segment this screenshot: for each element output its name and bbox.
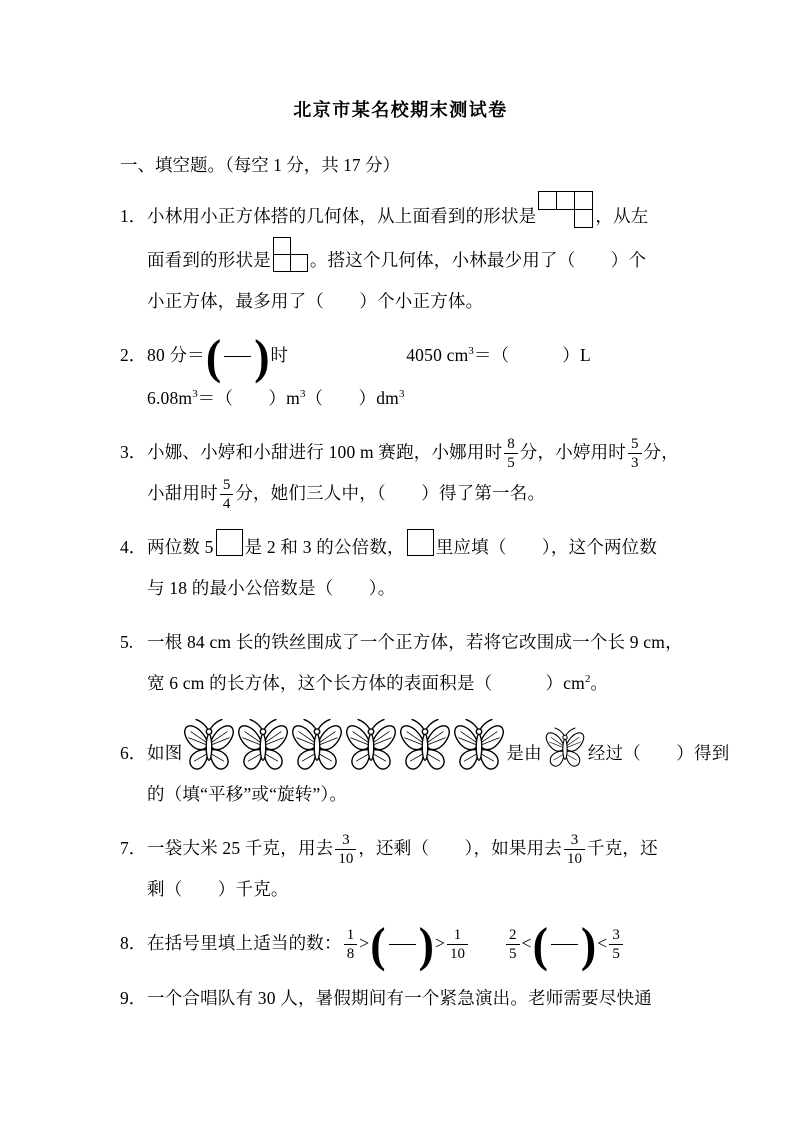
- question-2: [120, 329, 681, 419]
- question-text: 分，她们三人中，（ ）得了第一名。: [235, 482, 546, 503]
- question-text: 在括号里填上适当的数：: [147, 932, 342, 953]
- question-line: [120, 191, 681, 237]
- fraction: [564, 832, 585, 867]
- butterfly-icon: [345, 717, 397, 774]
- question-number: 7．: [120, 837, 147, 858]
- fraction-numerator: 1: [344, 927, 358, 945]
- question-text: 小甜用时: [147, 482, 218, 503]
- page-title: 北京市某名校期末测试卷: [293, 100, 508, 120]
- question-text: >: [434, 932, 446, 953]
- close-paren: ): [254, 329, 270, 384]
- question-4: [120, 527, 681, 609]
- question-text: ，从左: [595, 206, 649, 226]
- grid-cell: [574, 209, 593, 228]
- question-text: 分，小婷用时: [519, 441, 626, 462]
- fraction-numerator: 5: [220, 477, 234, 495]
- grid-cell: [556, 191, 575, 210]
- question-text: 里应填（ ），这个两位数: [435, 536, 658, 557]
- question-text: 面看到的形状是: [147, 250, 271, 270]
- grid-cell: [538, 191, 557, 210]
- question-text: 与 18 的最小公倍数是（ ）。: [147, 577, 396, 598]
- superscript: 3: [468, 345, 474, 358]
- fraction-denominator: 4: [222, 496, 231, 513]
- question-line: [120, 432, 681, 473]
- top-view-diagram: [538, 191, 593, 228]
- question-text: 小正方体，最多用了（ ）个小正方体。: [147, 291, 484, 311]
- question-line: [147, 378, 681, 419]
- left-view-diagram: [273, 237, 308, 272]
- fraction: [506, 927, 520, 962]
- section-header: 一、填空题。（每空 1 分，共 17 分）: [120, 155, 400, 175]
- close-paren: ): [418, 917, 434, 972]
- butterfly-row: [182, 743, 506, 763]
- question-line: [147, 237, 681, 281]
- butterfly-icon: [291, 717, 343, 774]
- butterfly-icon: [237, 717, 289, 774]
- question-line: [147, 281, 681, 322]
- open-paren: (: [370, 917, 386, 972]
- question-text: 千克，还: [587, 837, 658, 858]
- open-paren: (: [532, 917, 548, 972]
- fraction: [344, 927, 358, 962]
- questions-list: [120, 191, 730, 1019]
- question-text: 是由: [506, 742, 542, 763]
- question-text: 是 2 和 3 的公倍数，: [244, 536, 405, 557]
- question-7: [120, 828, 681, 910]
- fraction-blank-bar: [551, 944, 578, 945]
- question-text: 的（填“平移”或“旋转”）。: [147, 783, 348, 804]
- question-text: 一个合唱队有 30 人，暑假期间有一个紧急演出。老师需要尽快通: [147, 988, 652, 1009]
- question-line: [120, 828, 681, 869]
- fraction-numerator: 3: [564, 832, 585, 850]
- question-text: ＝（ ）L: [473, 345, 591, 365]
- fraction-numerator: 8: [504, 436, 518, 454]
- question-line: [120, 622, 683, 663]
- fraction: [504, 436, 518, 471]
- question-text: 80 分＝: [147, 345, 205, 365]
- question-text: 小林用小正方体搭的几何体，从上面看到的形状是: [147, 206, 537, 226]
- fraction-denominator: 10: [450, 946, 466, 963]
- spacer: [470, 948, 504, 949]
- fraction-denominator: 10: [338, 851, 354, 868]
- question-line: [120, 917, 681, 972]
- fraction-blank-parentheses: [205, 329, 270, 384]
- question-text: <: [521, 932, 532, 953]
- question-text: 6.08m: [147, 387, 193, 408]
- question-number: 8．: [120, 932, 147, 953]
- question-number: 9．: [120, 988, 147, 1009]
- question-text: 经过（ ）得到: [587, 742, 730, 763]
- fraction: [628, 436, 642, 471]
- fraction: [609, 927, 623, 962]
- fraction-numerator: 5: [628, 436, 642, 454]
- question-line: [120, 978, 681, 1019]
- question-line: [147, 774, 681, 815]
- question-number: 5.: [120, 631, 134, 652]
- question-text: 剩（ ）千克。: [147, 878, 289, 899]
- fraction-numerator: 2: [506, 927, 520, 945]
- question-number: 6．: [120, 742, 147, 763]
- question-9: [120, 978, 681, 1019]
- question-text: 两位数 5: [147, 536, 214, 557]
- question-text: ，还剩（ ），如果用去: [358, 837, 563, 858]
- question-line: [120, 329, 681, 384]
- grid-cell: [273, 254, 291, 272]
- close-paren: ): [580, 917, 597, 972]
- question-number: 1．: [120, 206, 147, 226]
- fill-in-box: [407, 529, 434, 556]
- question-number: 3．: [120, 441, 147, 462]
- fraction-denominator: 3: [631, 455, 639, 472]
- fraction-blank-bar: [389, 944, 416, 945]
- question-text: （ ）dm: [305, 387, 399, 408]
- question-line: [147, 663, 681, 704]
- fraction-blank-parentheses: [370, 917, 434, 972]
- question-line: [120, 527, 681, 568]
- fraction-denominator: 5: [612, 946, 620, 963]
- question-text: >: [359, 932, 370, 953]
- question-text: ＝（ ）m: [197, 387, 300, 408]
- question-text: 时: [270, 345, 289, 365]
- question-number: 2．: [120, 345, 147, 365]
- question-5: [120, 622, 681, 704]
- question-text: 分，: [643, 441, 679, 462]
- question-1: [120, 191, 681, 322]
- question-line: [147, 568, 681, 609]
- superscript: 3: [299, 387, 306, 400]
- question-text: <: [597, 932, 608, 953]
- fill-in-box: [216, 529, 243, 556]
- question-number: 4．: [120, 536, 147, 557]
- grid-cell: [273, 237, 291, 255]
- question-text: 一袋大米 25 千克，用去: [147, 837, 334, 858]
- spacer: [288, 360, 406, 361]
- question-text: 小娜、小婷和小甜进行 100 m 赛跑，小娜用时: [147, 441, 503, 462]
- butterfly-icon: [545, 726, 585, 770]
- question-6: [120, 717, 730, 815]
- superscript: 2: [584, 672, 591, 685]
- fraction-blank-bar: [224, 356, 251, 357]
- question-line: [147, 473, 681, 514]
- grid-cell: [574, 191, 593, 210]
- fraction: [220, 477, 234, 512]
- question-text: 4050 cm: [406, 345, 469, 365]
- question-text: 如图: [147, 742, 183, 763]
- fraction-denominator: 10: [567, 851, 583, 868]
- fraction-blank-parentheses: [532, 917, 597, 972]
- question-line: [147, 869, 681, 910]
- butterfly-icon: [453, 717, 505, 774]
- butterfly-icon: [183, 717, 235, 774]
- question-text: 一根 84 cm 长的铁丝围成了一个正方体，若将它改围成一个长 9 cm，: [147, 631, 683, 652]
- question-8: [120, 917, 681, 972]
- fraction-numerator: 3: [609, 927, 623, 945]
- fraction-denominator: 5: [509, 946, 517, 963]
- butterfly-icon: [399, 717, 451, 774]
- fraction-numerator: 3: [335, 832, 356, 850]
- question-text: 宽 6 cm 的长方体，这个长方体的表面积是（ ）cm: [147, 672, 585, 693]
- question-line: [120, 717, 730, 774]
- fraction-denominator: 8: [346, 946, 355, 963]
- grid-cell: [290, 254, 308, 272]
- fraction: [447, 927, 468, 962]
- open-paren: (: [205, 329, 222, 384]
- question-text: 。搭这个几何体，小林最少用了（ ）个: [309, 250, 647, 270]
- question-text: 。: [590, 672, 609, 693]
- superscript: 3: [398, 387, 405, 400]
- question-3: [120, 432, 681, 514]
- fraction-numerator: 1: [447, 927, 468, 945]
- fraction: [335, 832, 356, 867]
- fraction-denominator: 5: [507, 455, 515, 472]
- superscript: 3: [192, 387, 198, 400]
